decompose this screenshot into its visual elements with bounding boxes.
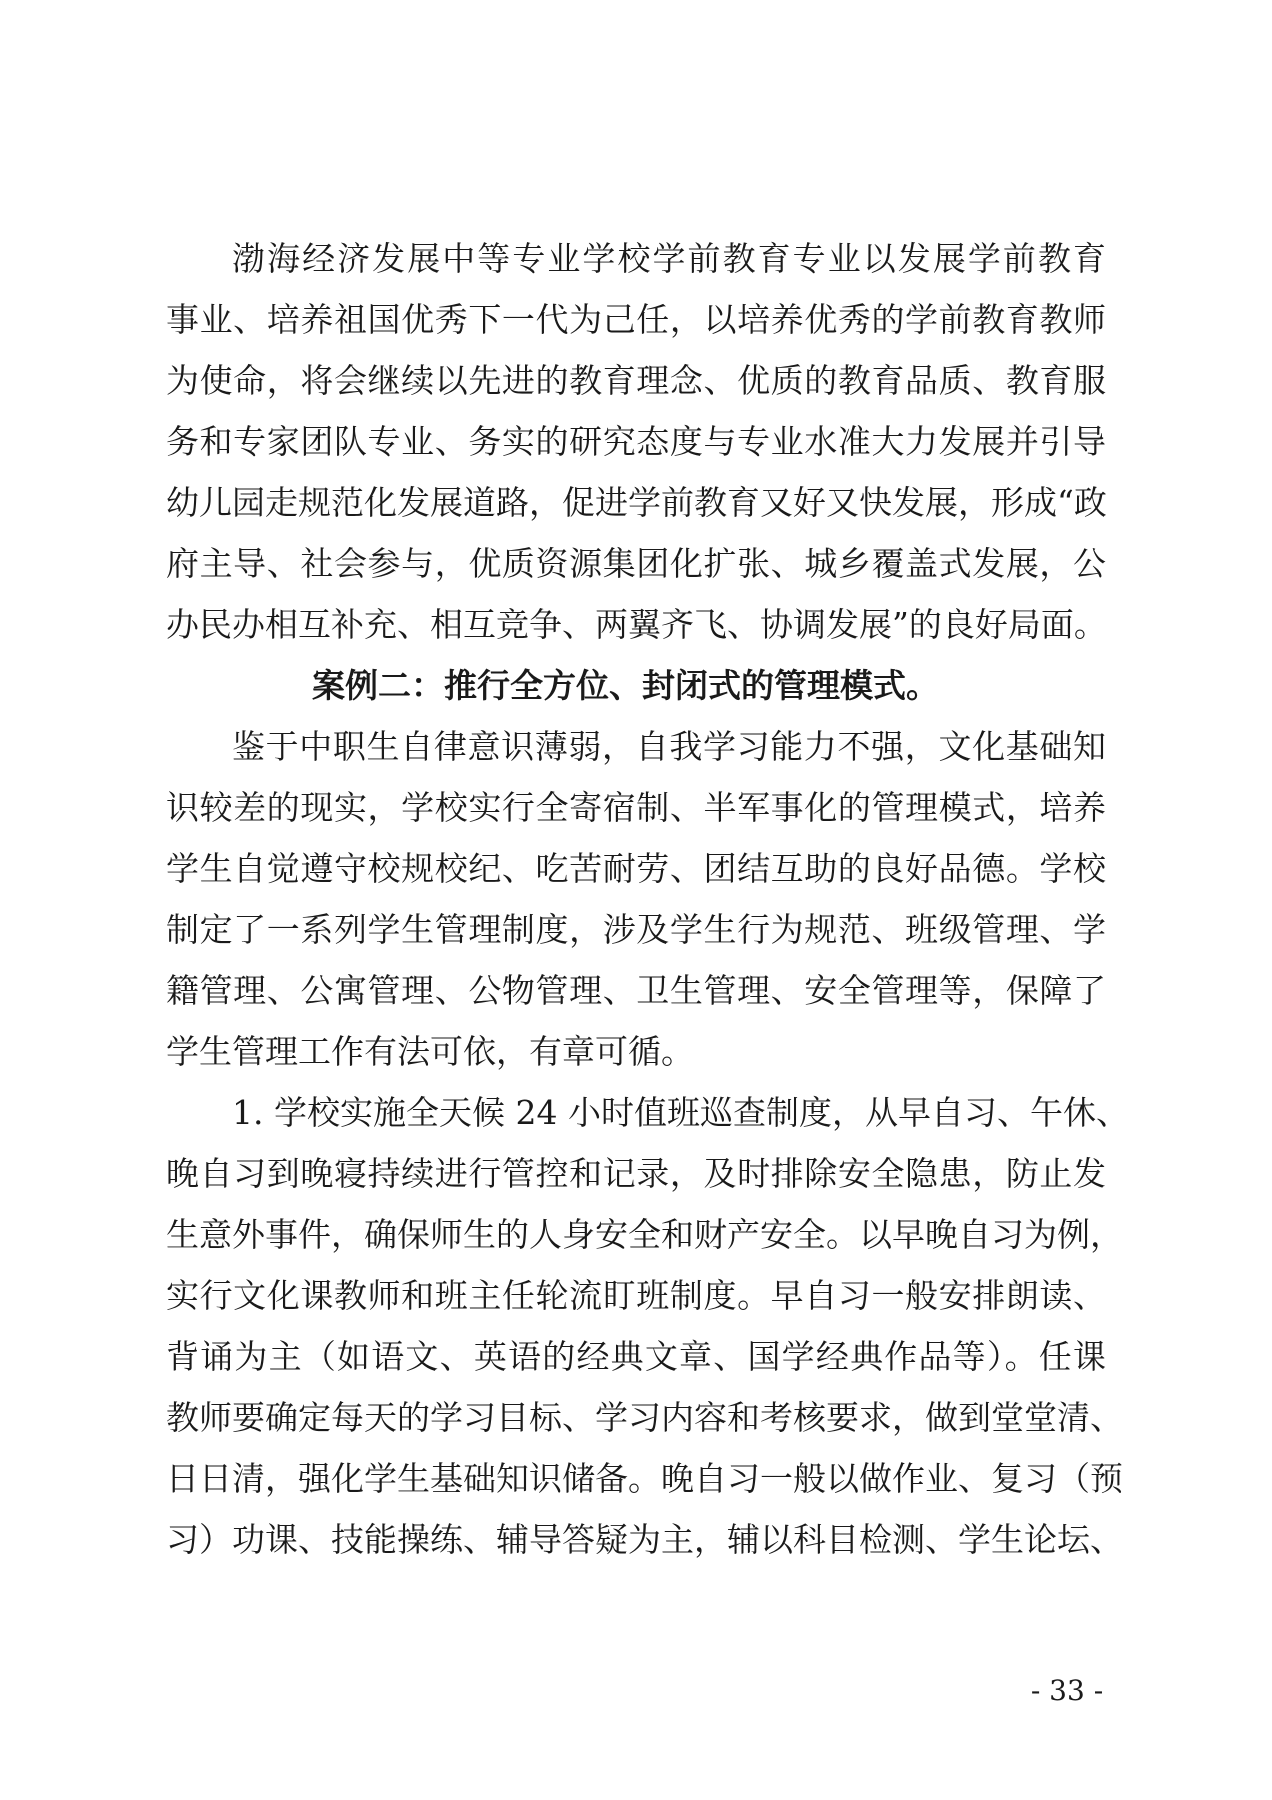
- section-heading: 案例二：推行全方位、封闭式的管理模式。: [312, 666, 939, 705]
- paragraph-line: 学生管理工作有法可依，有章可循。: [166, 1032, 694, 1071]
- paragraph-line: 务和专家团队专业、务实的研究态度与专业水准大力发展并引导: [166, 422, 1106, 461]
- paragraph-line: 府主导、社会参与，优质资源集团化扩张、城乡覆盖式发展，公: [166, 544, 1106, 583]
- paragraph-line: 生意外事件，确保师生的人身安全和财产安全。以早晚自习为例，: [166, 1215, 1123, 1254]
- paragraph-line: 习）功课、技能操练、辅导答疑为主，辅以科目检测、学生论坛、: [166, 1520, 1123, 1559]
- page-number: - 33 -: [1030, 1674, 1104, 1707]
- paragraph-line: 为使命，将会继续以先进的教育理念、优质的教育品质、教育服: [166, 361, 1106, 400]
- paragraph-line: 渤海经济发展中等专业学校学前教育专业以发展学前教育: [232, 239, 1106, 278]
- paragraph-line: 识较差的现实，学校实行全寄宿制、半军事化的管理模式，培养: [166, 788, 1106, 827]
- paragraph-line: 制定了一系列学生管理制度，涉及学生行为规范、班级管理、学: [166, 910, 1106, 949]
- paragraph-line: 鉴于中职生自律意识薄弱，自我学习能力不强，文化基础知: [232, 727, 1106, 766]
- paragraph-line: 学生自觉遵守校规校纪、吃苦耐劳、团结互助的良好品德。学校: [166, 849, 1106, 888]
- paragraph-line: 籍管理、公寓管理、公物管理、卫生管理、安全管理等，保障了: [166, 971, 1106, 1010]
- paragraph-line: 幼儿园走规范化发展道路，促进学前教育又好又快发展，形成“政: [166, 483, 1107, 522]
- paragraph-line: 日日清，强化学生基础知识储备。晚自习一般以做作业、复习（预: [166, 1459, 1123, 1498]
- paragraph-line: 事业、培养祖国优秀下一代为己任，以培养优秀的学前教育教师: [166, 300, 1106, 339]
- paragraph-line: 办民办相互补充、相互竞争、两翼齐飞、协调发展”的良好局面。: [166, 605, 1107, 644]
- paragraph-line: 教师要确定每天的学习目标、学习内容和考核要求，做到堂堂清、: [166, 1398, 1123, 1437]
- paragraph-line: 背诵为主（如语文、英语的经典文章、国学经典作品等）。任课: [166, 1337, 1106, 1376]
- body-text: [166, 228, 1129, 1570]
- paragraph-line: 1. 学校实施全天候 24 小时值班巡查制度，从早自习、午休、: [232, 1093, 1129, 1132]
- paragraph-line: 晚自习到晚寝持续进行管控和记录，及时排除安全隐患，防止发: [166, 1154, 1106, 1193]
- paragraph-line: 实行文化课教师和班主任轮流盯班制度。早自习一般安排朗读、: [166, 1276, 1106, 1315]
